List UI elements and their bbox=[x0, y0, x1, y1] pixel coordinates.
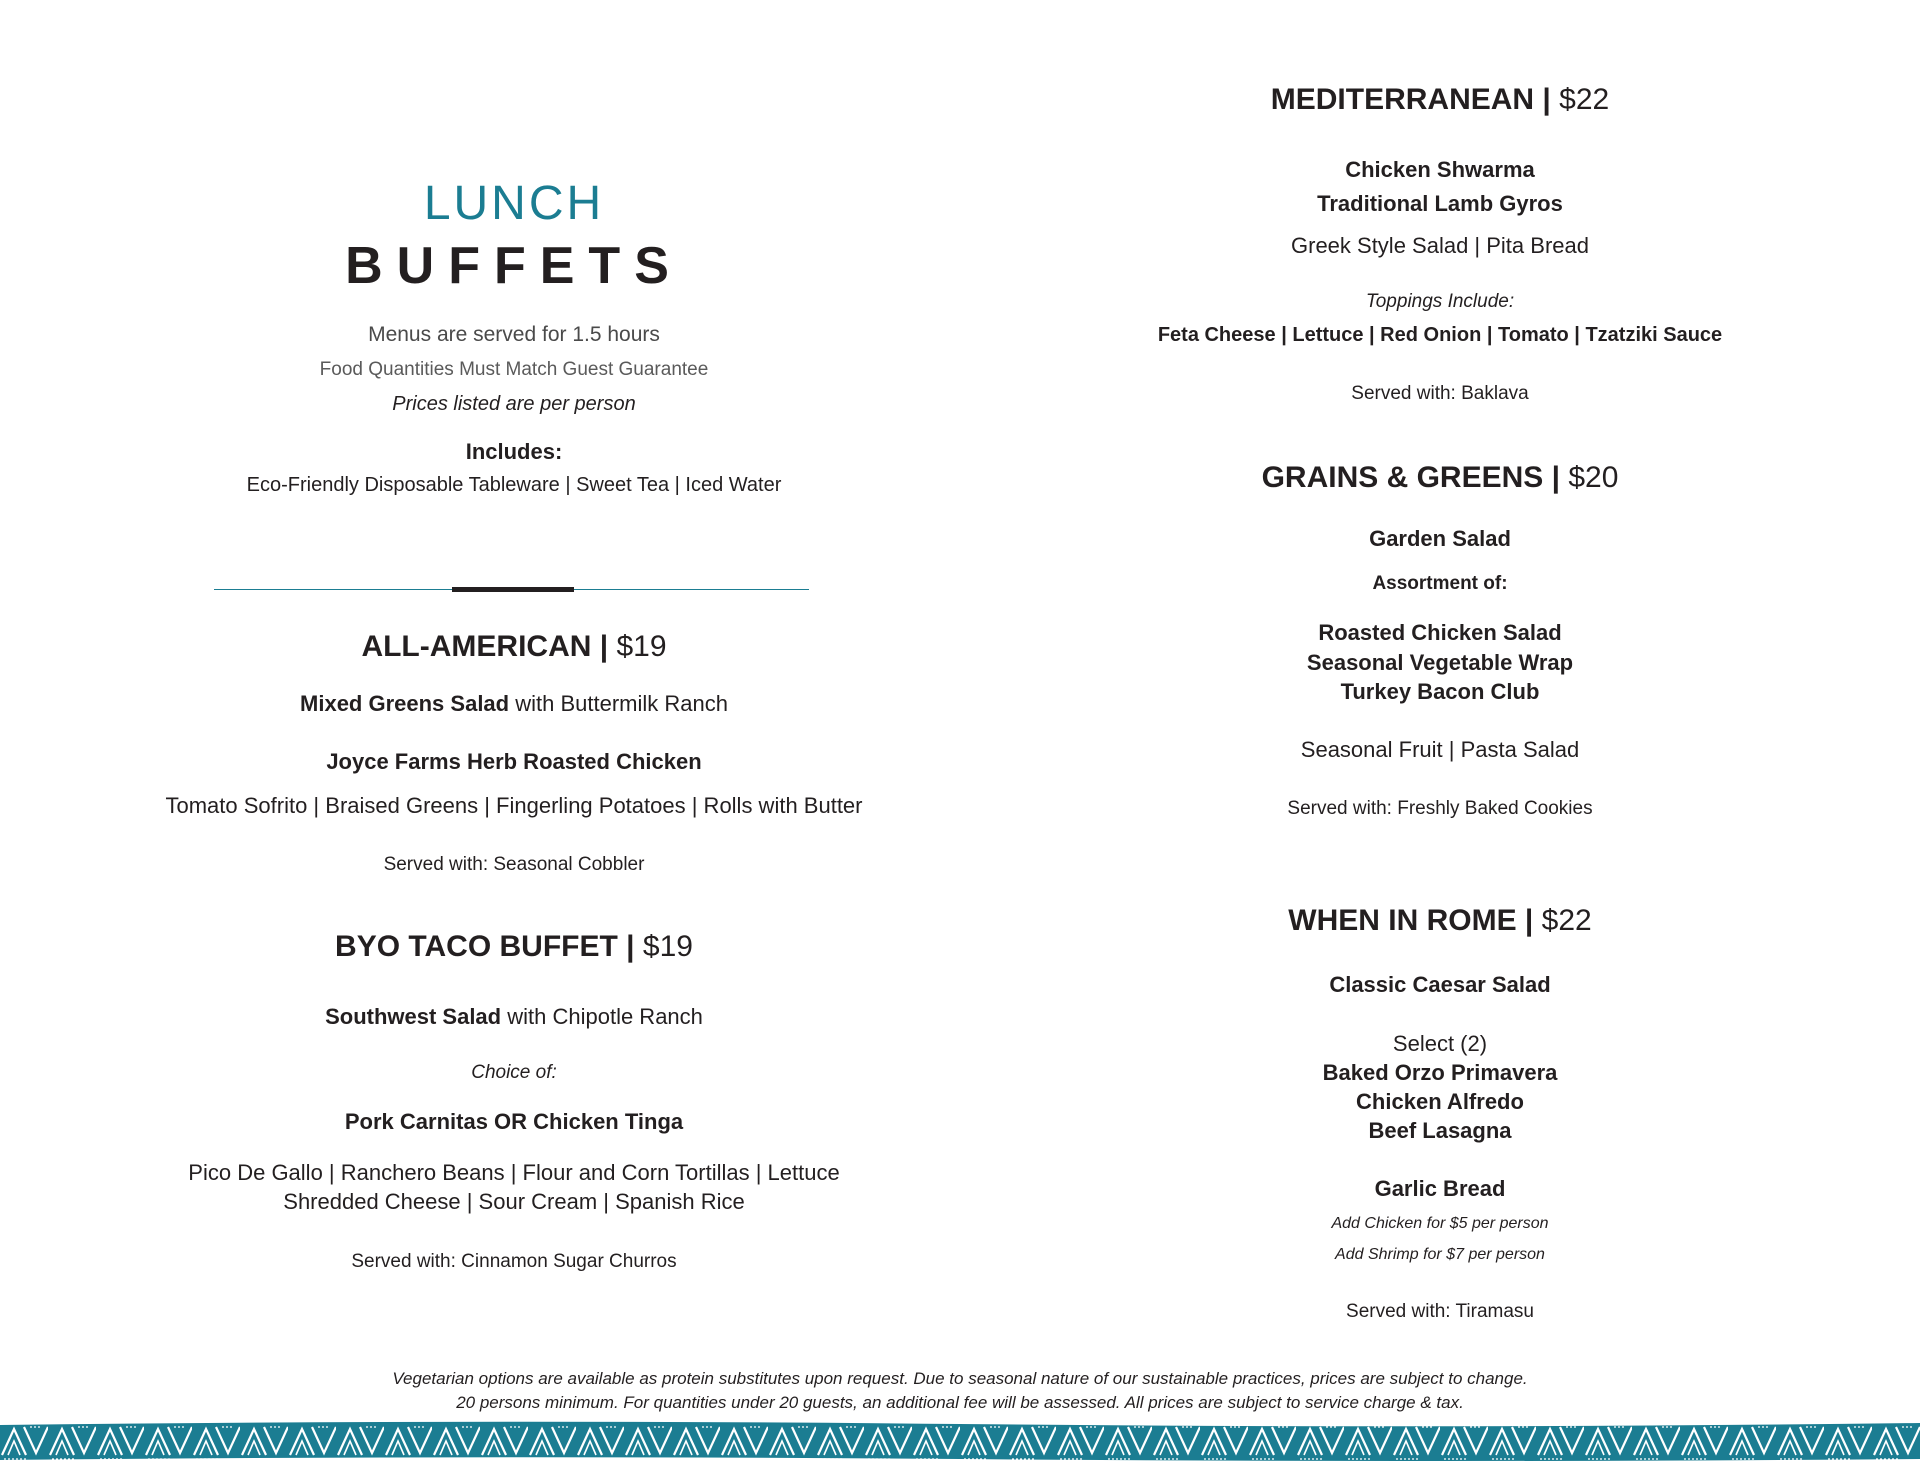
footer-note-line1: Vegetarian options are available as protein substitutes upon request. Due to seasonal nature of our sustainable practices, prices are subject to change. bbox=[392, 1369, 1528, 1388]
menu-price: $22 bbox=[1559, 83, 1610, 116]
grains-greens-assortment-label: Assortment of: bbox=[1372, 573, 1508, 594]
section-title-mediterranean bbox=[1155, 83, 1725, 117]
mediterranean-dessert: Served with: Baklava bbox=[1351, 383, 1529, 404]
when-in-rome-option-3: Beef Lasagna bbox=[1368, 1118, 1512, 1143]
mediterranean-toppings: Feta Cheese | Lettuce | Red Onion | Tomato | Tzatziki Sauce bbox=[1157, 324, 1723, 346]
section-title-all-american bbox=[140, 630, 888, 664]
menu-name: WHEN IN ROME | bbox=[1288, 904, 1534, 937]
all-american-dessert: Served with: Seasonal Cobbler bbox=[383, 854, 645, 875]
byo-taco-dessert: Served with: Cinnamon Sugar Churros bbox=[351, 1251, 677, 1272]
includes-items: Eco-Friendly Disposable Tableware | Sweet Tea | Iced Water bbox=[246, 474, 782, 496]
when-in-rome-option-2: Chicken Alfredo bbox=[1356, 1089, 1524, 1114]
quantities-note: Food Quantities Must Match Guest Guarantee bbox=[319, 359, 709, 380]
menu-price: $19 bbox=[616, 630, 667, 663]
byo-taco-salad bbox=[140, 1004, 888, 1030]
when-in-rome-dessert: Served with: Tiramasu bbox=[1346, 1301, 1534, 1322]
menu-name: BYO TACO BUFFET | bbox=[335, 930, 635, 963]
grains-greens-item-3: Turkey Bacon Club bbox=[1340, 679, 1540, 704]
when-in-rome-addon-chicken: Add Chicken for $5 per person bbox=[1331, 1215, 1549, 1232]
salad-name: Southwest Salad bbox=[325, 1004, 502, 1029]
when-in-rome-select-label: Select (2) bbox=[1392, 1031, 1488, 1056]
salad-name: Mixed Greens Salad bbox=[300, 691, 510, 716]
salad-dressing: with Buttermilk Ranch bbox=[509, 691, 728, 716]
section-title-byo-taco bbox=[140, 930, 888, 964]
menu-name: GRAINS & GREENS | bbox=[1261, 461, 1561, 494]
section-title-grains-greens bbox=[1155, 461, 1725, 495]
right-column bbox=[1155, 0, 1725, 1340]
grains-greens-item-1: Roasted Chicken Salad bbox=[1318, 620, 1562, 645]
title-lunch: LUNCH bbox=[423, 177, 605, 230]
per-person-note: Prices listed are per person bbox=[392, 393, 636, 415]
menu-price: $22 bbox=[1541, 904, 1592, 937]
byo-taco-sides-line1: Pico De Gallo | Ranchero Beans | Flour and Corn Tortillas | Lettuce bbox=[188, 1160, 840, 1185]
decorative-pattern-band bbox=[0, 1419, 1920, 1463]
grains-greens-sides: Seasonal Fruit | Pasta Salad bbox=[1300, 737, 1580, 762]
grains-greens-item-2: Seasonal Vegetable Wrap bbox=[1306, 650, 1574, 675]
when-in-rome-bread: Garlic Bread bbox=[1374, 1176, 1506, 1201]
menu-price: $20 bbox=[1568, 461, 1619, 494]
all-american-salad bbox=[140, 691, 888, 717]
salad-dressing: with Chipotle Ranch bbox=[501, 1004, 703, 1029]
when-in-rome-addon-shrimp: Add Shrimp for $7 per person bbox=[1335, 1246, 1545, 1263]
section-divider-accent bbox=[452, 587, 574, 592]
title-buffets: BUFFETS bbox=[345, 237, 683, 295]
byo-taco-sides-line2: Shredded Cheese | Sour Cream | Spanish Rice bbox=[283, 1189, 745, 1214]
menu-price: $19 bbox=[642, 930, 693, 963]
footer-note-line2: 20 persons minimum. For quantities under 20 guests, an additional fee will be assessed. All prices are subject to service charge & tax. bbox=[456, 1393, 1464, 1412]
service-duration-note: Menus are served for 1.5 hours bbox=[368, 323, 660, 346]
byo-taco-choice-label: Choice of: bbox=[471, 1062, 557, 1083]
section-title-when-in-rome bbox=[1155, 904, 1725, 938]
menu-name: ALL-AMERICAN | bbox=[361, 630, 609, 663]
when-in-rome-option-1: Baked Orzo Primavera bbox=[1322, 1060, 1558, 1085]
mediterranean-entree-2: Traditional Lamb Gyros bbox=[1317, 191, 1563, 216]
menu-name: MEDITERRANEAN | bbox=[1270, 83, 1551, 116]
all-american-entree: Joyce Farms Herb Roasted Chicken bbox=[326, 749, 702, 774]
grains-greens-dessert: Served with: Freshly Baked Cookies bbox=[1287, 798, 1593, 819]
mediterranean-toppings-label: Toppings Include: bbox=[1365, 291, 1515, 312]
byo-taco-choice: Pork Carnitas OR Chicken Tinga bbox=[344, 1109, 684, 1134]
grains-greens-salad: Garden Salad bbox=[1369, 526, 1511, 551]
includes-label: Includes: bbox=[465, 439, 563, 464]
when-in-rome-salad: Classic Caesar Salad bbox=[1329, 972, 1551, 997]
left-column bbox=[140, 0, 888, 1300]
all-american-sides: Tomato Sofrito | Braised Greens | Fingerling Potatoes | Rolls with Butter bbox=[165, 793, 863, 818]
mediterranean-entree-1: Chicken Shwarma bbox=[1345, 157, 1535, 182]
mediterranean-sides: Greek Style Salad | Pita Bread bbox=[1291, 233, 1589, 258]
